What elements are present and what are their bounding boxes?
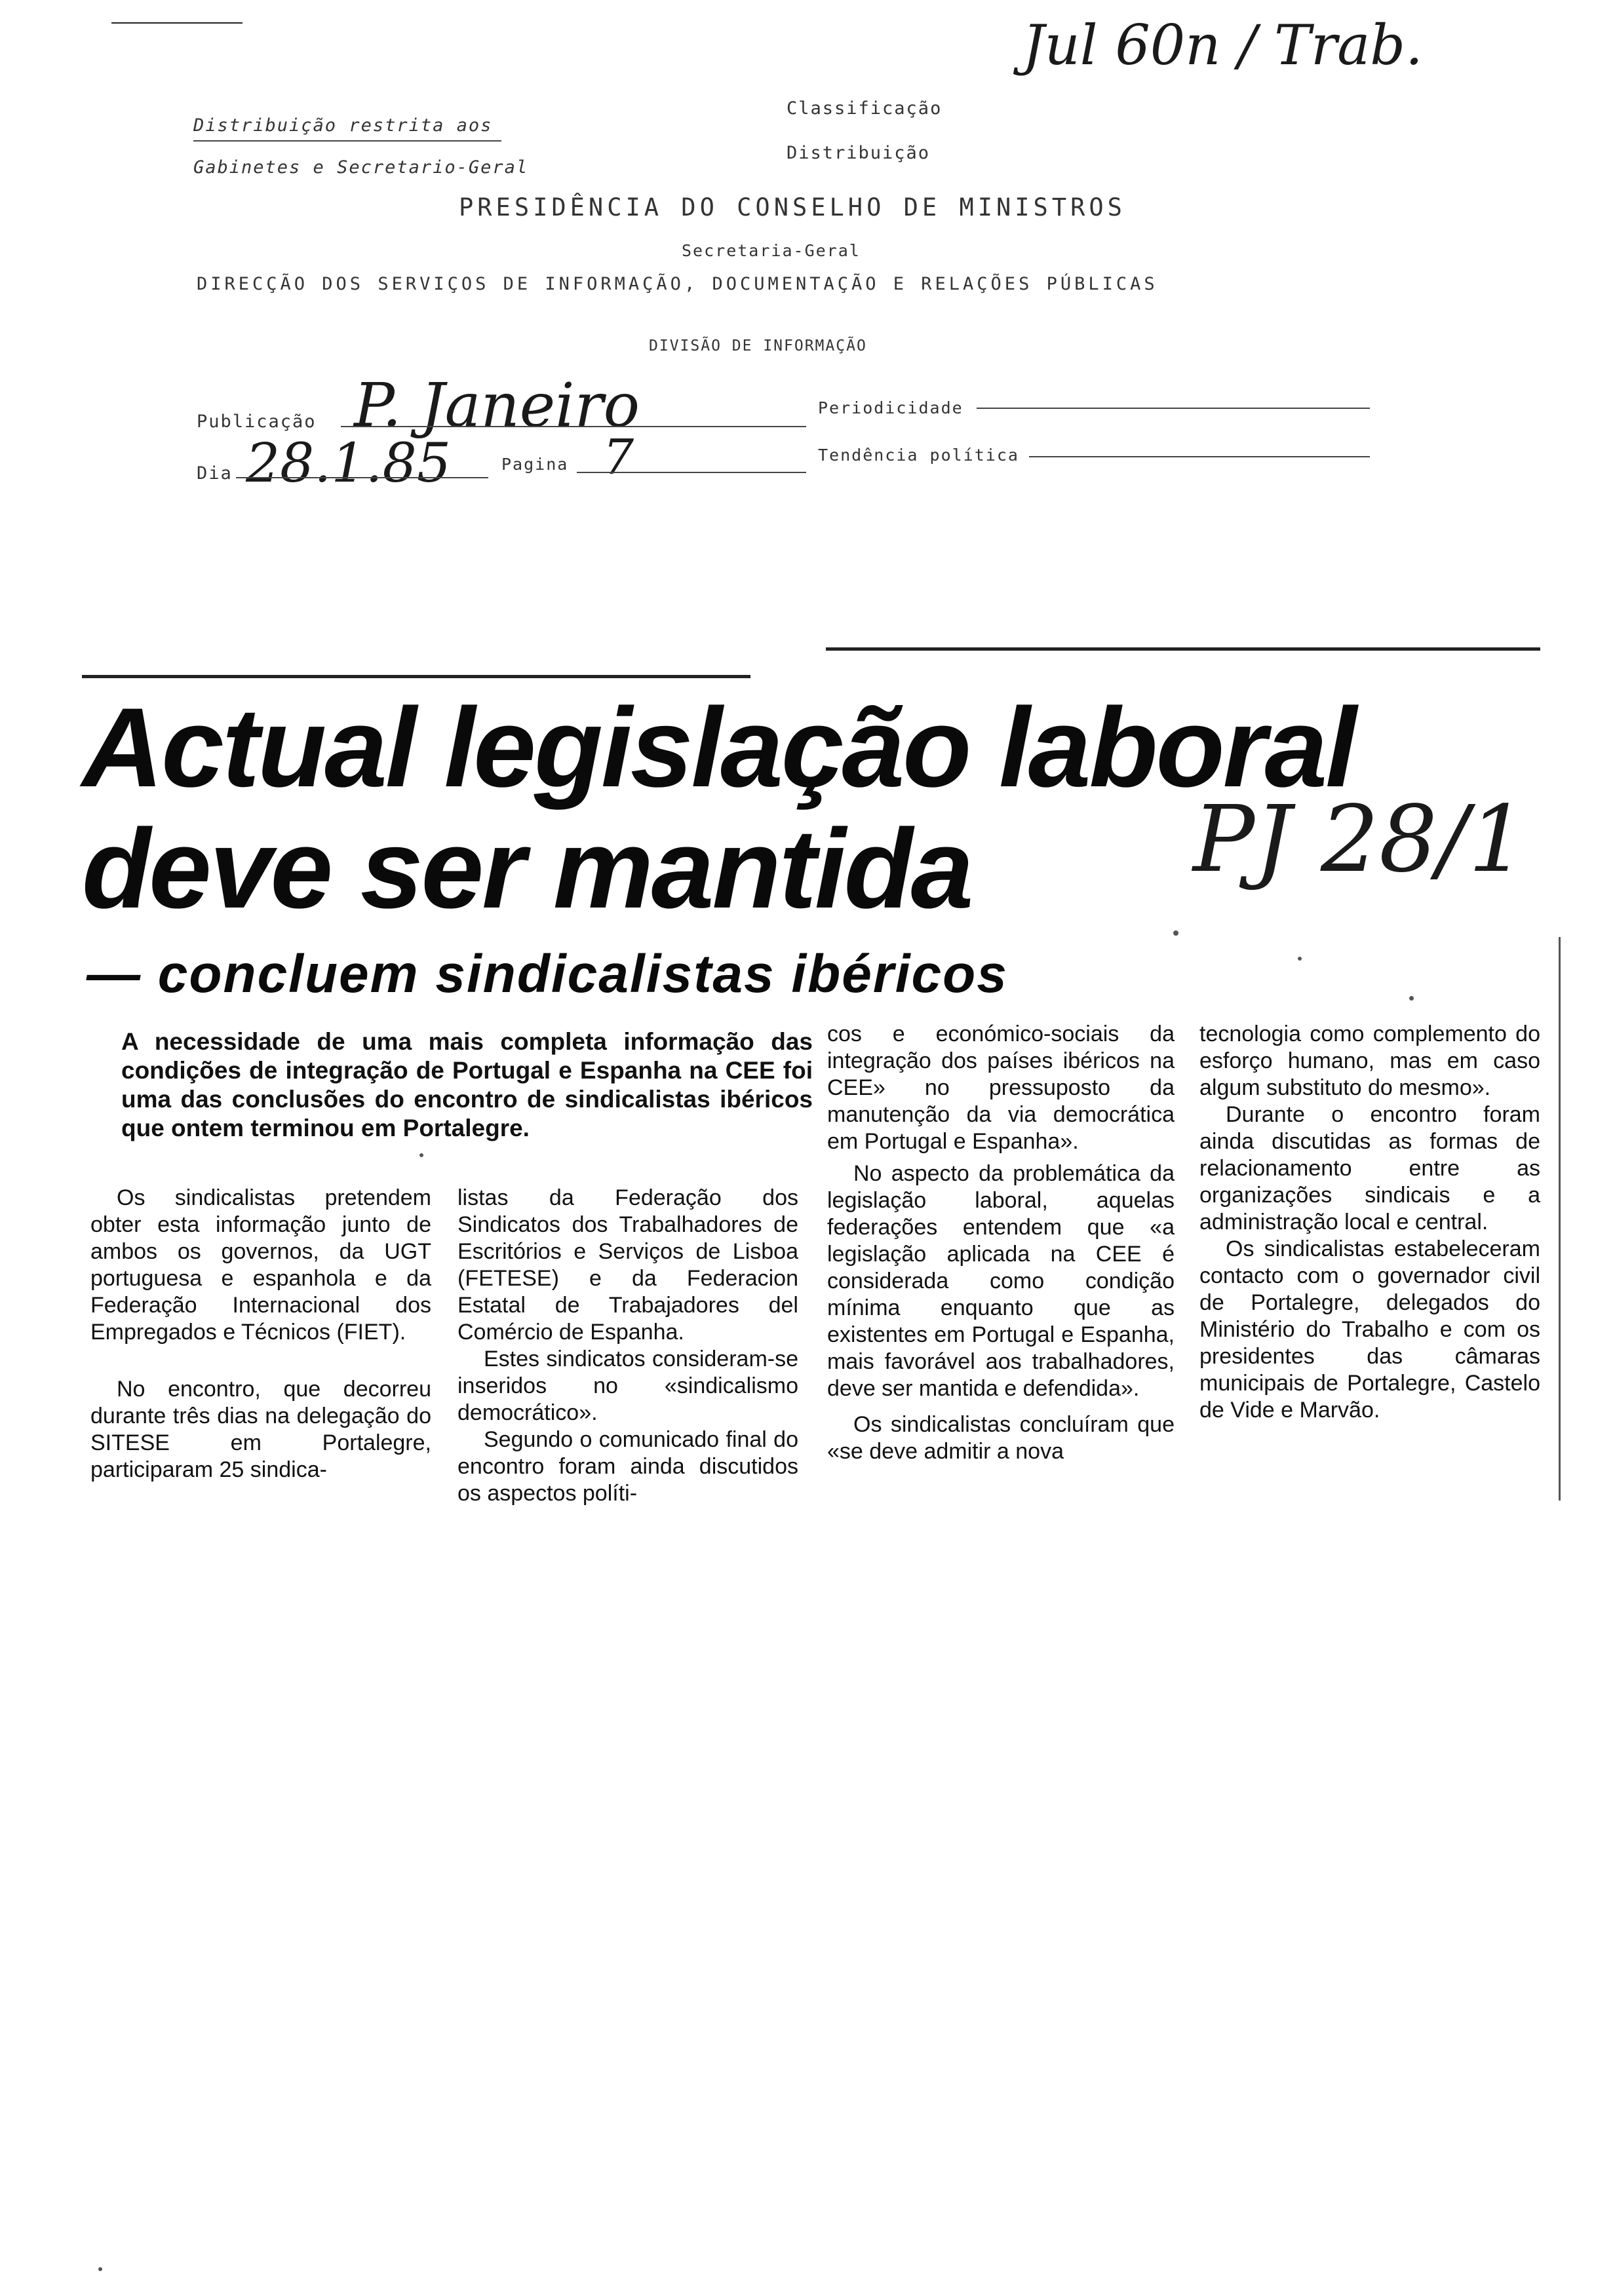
scan-speckle [419,1153,423,1157]
distribution-note-line-2: Gabinetes e Secretario-Geral [193,157,529,178]
paragraph: Estes sindicatos consideram-se inseridos no «sindicalismo democrático». [457,1347,798,1425]
paragraph: Os sindicalistas pretendem obter esta informação junto de ambos os governos, da UGT portuguesa e espanhola e da Federação Internacional dos Empregados e Técnicos (FIET). [90,1185,431,1345]
distribution-note-line-1: Distribuição restrita aos [193,115,493,136]
organization-title: PRESIDÊNCIA DO CONSELHO DE MINISTROS [459,193,1126,221]
pagina-handwritten-value: 7 [603,429,634,486]
clipping-top-rule-right [826,647,1540,651]
headline-line-2: deve ser mantida [82,806,972,932]
pagina-label: Pagina [501,455,569,474]
handwritten-reference: Jul 60n / Trab. [1022,13,1423,77]
paragraph: No aspecto da problemática da legislação laboral, aquelas federações entendem que «a legislação aplicada na CEE é considerada como condição mínima enquanto que as existentes em Portugal e Espanha, mais favorável aos trabalhadores, deve ser mantida e defendida». [827,1161,1175,1401]
paragraph: No encontro, que decorreu durante três dias na delegação do SITESE em Portalegre, participaram 25 sindica- [90,1377,431,1482]
dia-label: Dia [197,463,233,484]
scan-speckle [98,2267,102,2271]
article-column-2 [457,1185,798,1507]
subheadline: — concluem sindicalistas ibéricos [87,944,1008,1004]
secretaria-subtitle: Secretaria-Geral [682,241,861,260]
paragraph: Durante o encontro foram ainda discutidas as formas de relacionamento entre as organizações sindicais e a administração local e central. [1199,1102,1540,1234]
headline: Actual legislação laboral [82,685,1355,811]
tendencia-field-line [1029,456,1370,457]
publicacao-handwritten-value: P. Janeiro [354,370,640,440]
article-lead: A necessidade de uma mais completa informação das condições de integração de Portugal e Espanha na CEE foi uma das conclusões do encontro de sindicalistas ibéricos que ontem terminou em Portalegre. [121,1028,813,1141]
scan-speckle [1173,930,1178,936]
distribuicao-label: Distribuição [787,143,931,163]
paragraph: listas da Federação dos Sindicatos dos Trabalhadores de Escritórios e Serviços de Lisboa (FETESE) e da Federacion Estatal de Trabajadores del Comércio de Espanha. [457,1185,798,1345]
directorate-title: DIRECÇÃO DOS SERVIÇOS DE INFORMAÇÃO, DOCUMENTAÇÃO E RELAÇÕES PÚBLICAS [197,274,1158,294]
periodicidade-label: Periodicidade [818,398,963,417]
publicacao-field-line [341,426,806,427]
publicacao-label: Publicação [197,411,317,432]
scan-speckle [1298,957,1302,961]
periodicidade-field-line [977,408,1370,409]
dia-field-line [236,477,488,478]
scan-speckle [1409,996,1414,1001]
pagina-field-line [577,472,806,473]
margin-handwritten-note: PJ 28/1 [1193,786,1527,893]
article-column-1 [90,1185,431,1483]
paragraph: Segundo o comunicado final do encontro foram ainda discutidos os aspectos políti- [457,1427,798,1506]
dia-handwritten-value: 28.1.85 [246,432,451,495]
paragraph: cos e económico-sociais da integração dos países ibéricos na CEE» no pressuposto da manutenção da via democrática em Portugal e Espanha». [827,1022,1175,1154]
paragraph: Os sindicalistas estabeleceram contacto com o governador civil de Portalegre, delegados do Ministério do Trabalho e com os presidentes das câmaras municipais de Portalegre, Castelo de Vide e Marvão. [1199,1236,1540,1423]
tendencia-politica-label: Tendência política [818,446,1019,465]
article-column-3 [827,1021,1175,1465]
underline [193,140,501,142]
paragraph: tecnologia como complemento do esforço humano, mas em caso algum substituto do mesmo». [1199,1022,1540,1100]
classificacao-label: Classificação [787,98,943,119]
column-edge-mark [1559,937,1561,1501]
division-title: DIVISÃO DE INFORMAÇÃO [649,337,867,354]
clipping-top-rule-left [82,675,750,678]
paragraph: Os sindicalistas concluíram que «se deve admitir a nova [827,1412,1175,1464]
scan-mark [111,22,243,24]
article-column-4 [1199,1021,1540,1424]
